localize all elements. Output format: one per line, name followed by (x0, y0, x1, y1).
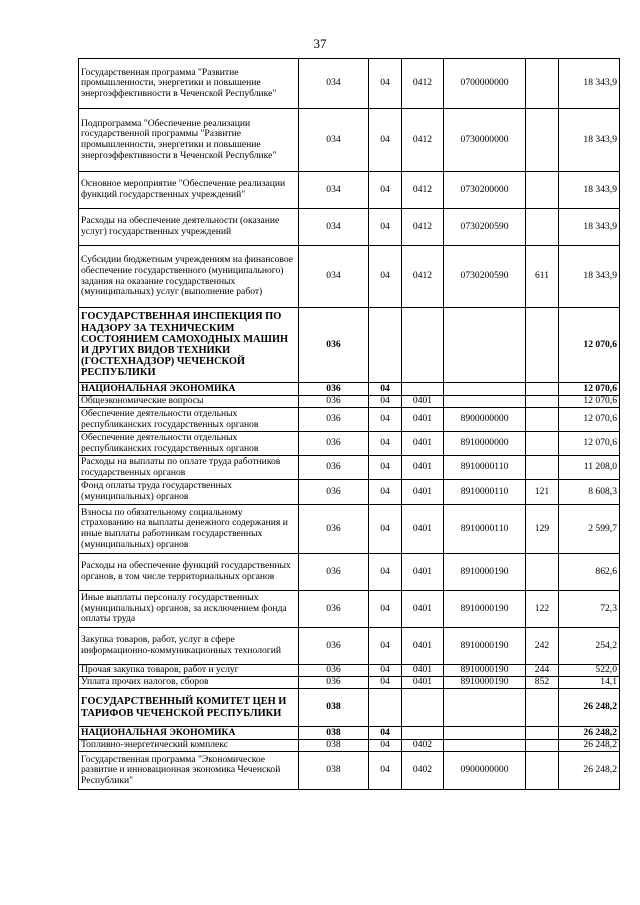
target-article-cell (444, 396, 526, 408)
row-name-cell: Прочая закупка товаров, работ и услуг (79, 665, 299, 677)
table-row (79, 554, 620, 591)
row-name-cell: Обеспечение деятельности отдельных республиканских государственных органов (79, 408, 299, 432)
expense-type-cell: 852 (526, 677, 559, 689)
table-row (79, 677, 620, 689)
amount-cell: 26 248,2 (559, 740, 620, 752)
subsection-code-cell: 0401 (402, 480, 444, 505)
subsection-code-cell: 0412 (402, 172, 444, 209)
expense-type-cell (526, 59, 559, 109)
subsection-code-cell: 0402 (402, 740, 444, 752)
target-article-cell: 8910000000 (444, 432, 526, 456)
target-article-cell: 0730200590 (444, 246, 526, 308)
expense-type-cell (526, 432, 559, 456)
section-code-cell (369, 689, 402, 727)
amount-cell: 11 208,0 (559, 456, 620, 480)
ministry-code-cell: 034 (299, 246, 369, 308)
table-row (79, 59, 620, 109)
target-article-cell (444, 689, 526, 727)
expense-type-cell: 242 (526, 628, 559, 665)
subsection-code-cell: 0401 (402, 505, 444, 554)
section-code-cell: 04 (369, 383, 402, 396)
target-article-cell (444, 727, 526, 740)
ministry-code-cell: 036 (299, 480, 369, 505)
section-code-cell: 04 (369, 677, 402, 689)
table-row (79, 740, 620, 752)
section-code-cell: 04 (369, 109, 402, 172)
target-article-cell (444, 383, 526, 396)
expense-type-cell (526, 383, 559, 396)
target-article-cell: 8900000000 (444, 408, 526, 432)
expense-type-cell: 121 (526, 480, 559, 505)
row-name-cell: Основное мероприятие "Обеспечение реализации функций государственных учреждений" (79, 172, 299, 209)
subsection-code-cell: 0401 (402, 408, 444, 432)
amount-cell: 18 343,9 (559, 209, 620, 246)
subsection-code-cell (402, 308, 444, 383)
row-name-cell: Государственная программа "Экономическое развитие и инновационная экономика Чеченской Республики" (79, 752, 299, 790)
subsection-code-cell: 0412 (402, 59, 444, 109)
subsection-code-cell (402, 727, 444, 740)
amount-cell: 18 343,9 (559, 109, 620, 172)
target-article-cell: 0730000000 (444, 109, 526, 172)
section-code-cell: 04 (369, 505, 402, 554)
target-article-cell: 0730200000 (444, 172, 526, 209)
section-code-cell (369, 308, 402, 383)
ministry-code-cell: 036 (299, 677, 369, 689)
amount-cell: 12 070,6 (559, 308, 620, 383)
ministry-code-cell: 034 (299, 172, 369, 209)
table-row (79, 383, 620, 396)
expense-type-cell: 122 (526, 591, 559, 628)
target-article-cell: 8910000190 (444, 554, 526, 591)
table-row (79, 456, 620, 480)
ministry-code-cell: 034 (299, 109, 369, 172)
amount-cell: 12 070,6 (559, 408, 620, 432)
ministry-code-cell: 036 (299, 308, 369, 383)
section-code-cell: 04 (369, 752, 402, 790)
section-code-cell: 04 (369, 408, 402, 432)
row-name-cell: Государственная программа "Развитие промышленности, энергетики и повышение энергоэффективности в Чеченской Республике" (79, 59, 299, 109)
subsection-code-cell: 0412 (402, 109, 444, 172)
section-code-cell: 04 (369, 246, 402, 308)
section-code-cell: 04 (369, 209, 402, 246)
amount-cell: 12 070,6 (559, 383, 620, 396)
target-article-cell: 0730200590 (444, 209, 526, 246)
page-number: 37 (313, 36, 327, 51)
amount-cell: 12 070,6 (559, 396, 620, 408)
expense-type-cell (526, 727, 559, 740)
amount-cell: 2 599,7 (559, 505, 620, 554)
section-code-cell: 04 (369, 727, 402, 740)
table-row (79, 628, 620, 665)
row-name-cell: Расходы на выплаты по оплате труда работников государственных органов (79, 456, 299, 480)
row-name-cell: Уплата прочих налогов, сборов (79, 677, 299, 689)
section-code-cell: 04 (369, 628, 402, 665)
target-article-cell (444, 740, 526, 752)
ministry-code-cell: 036 (299, 408, 369, 432)
section-code-cell: 04 (369, 554, 402, 591)
ministry-code-cell: 036 (299, 383, 369, 396)
section-code-cell: 04 (369, 59, 402, 109)
row-name-cell: Закупка товаров, работ, услуг в сфере информационно-коммуникационных технологий (79, 628, 299, 665)
expense-type-cell (526, 209, 559, 246)
row-name-cell: ГОСУДАРСТВЕННЫЙ КОМИТЕТ ЦЕН И ТАРИФОВ ЧЕЧЕНСКОЙ РЕСПУБЛИКИ (79, 689, 299, 727)
subsection-code-cell: 0401 (402, 677, 444, 689)
expense-type-cell (526, 456, 559, 480)
row-name-cell: Общеэкономические вопросы (79, 396, 299, 408)
amount-cell: 522,0 (559, 665, 620, 677)
ministry-code-cell: 038 (299, 740, 369, 752)
section-code-cell: 04 (369, 432, 402, 456)
ministry-code-cell: 036 (299, 628, 369, 665)
expense-type-cell (526, 109, 559, 172)
target-article-cell: 8910000190 (444, 628, 526, 665)
subsection-code-cell: 0401 (402, 396, 444, 408)
row-name-cell: Расходы на обеспечение функций государственных органов, в том числе территориальных органов (79, 554, 299, 591)
budget-table (78, 58, 620, 790)
table-row (79, 591, 620, 628)
target-article-cell: 0900000000 (444, 752, 526, 790)
table-row (79, 727, 620, 740)
expense-type-cell: 611 (526, 246, 559, 308)
section-code-cell: 04 (369, 591, 402, 628)
expense-type-cell: 244 (526, 665, 559, 677)
table-row (79, 246, 620, 308)
subsection-code-cell: 0412 (402, 246, 444, 308)
amount-cell: 8 608,3 (559, 480, 620, 505)
row-name-cell: НАЦИОНАЛЬНАЯ ЭКОНОМИКА (79, 383, 299, 396)
expense-type-cell (526, 752, 559, 790)
section-code-cell: 04 (369, 480, 402, 505)
target-article-cell: 8910000190 (444, 591, 526, 628)
ministry-code-cell: 036 (299, 591, 369, 628)
amount-cell: 18 343,9 (559, 59, 620, 109)
row-name-cell: НАЦИОНАЛЬНАЯ ЭКОНОМИКА (79, 727, 299, 740)
expense-type-cell (526, 689, 559, 727)
expense-type-cell (526, 396, 559, 408)
expense-type-cell (526, 740, 559, 752)
subsection-code-cell (402, 383, 444, 396)
ministry-code-cell: 034 (299, 209, 369, 246)
amount-cell: 26 248,2 (559, 752, 620, 790)
table-row (79, 505, 620, 554)
table-row (79, 432, 620, 456)
expense-type-cell (526, 408, 559, 432)
table-row (79, 689, 620, 727)
section-code-cell: 04 (369, 740, 402, 752)
table-row (79, 396, 620, 408)
amount-cell: 14,1 (559, 677, 620, 689)
subsection-code-cell: 0401 (402, 554, 444, 591)
expense-type-cell: 129 (526, 505, 559, 554)
subsection-code-cell: 0401 (402, 456, 444, 480)
expense-type-cell (526, 554, 559, 591)
ministry-code-cell: 034 (299, 59, 369, 109)
target-article-cell: 8910000190 (444, 665, 526, 677)
subsection-code-cell: 0402 (402, 752, 444, 790)
expense-type-cell (526, 308, 559, 383)
ministry-code-cell: 036 (299, 505, 369, 554)
amount-cell: 26 248,2 (559, 727, 620, 740)
target-article-cell: 8910000110 (444, 456, 526, 480)
ministry-code-cell: 038 (299, 689, 369, 727)
row-name-cell: ГОСУДАРСТВЕННАЯ ИНСПЕКЦИЯ ПО НАДЗОРУ ЗА ТЕХНИЧЕСКИМ СОСТОЯНИЕМ САМОХОДНЫХ МАШИН И ДРУГИХ ВИДОВ ТЕХНИКИ (ГОСТЕХНАДЗОР) ЧЕЧЕНСКОЙ РЕСПУБЛИКИ (79, 308, 299, 383)
target-article-cell: 8910000110 (444, 505, 526, 554)
subsection-code-cell: 0412 (402, 209, 444, 246)
ministry-code-cell: 036 (299, 554, 369, 591)
row-name-cell: Иные выплаты персоналу государственных (муниципальных) органов, за исключением фонда оплаты труда (79, 591, 299, 628)
table-row (79, 665, 620, 677)
amount-cell: 26 248,2 (559, 689, 620, 727)
row-name-cell: Топливно-энергетический комплекс (79, 740, 299, 752)
table-row (79, 752, 620, 790)
amount-cell: 72,3 (559, 591, 620, 628)
section-code-cell: 04 (369, 396, 402, 408)
ministry-code-cell: 036 (299, 396, 369, 408)
table-row (79, 172, 620, 209)
target-article-cell (444, 308, 526, 383)
subsection-code-cell: 0401 (402, 591, 444, 628)
row-name-cell: Субсидии бюджетным учреждениям на финансовое обеспечение государственного (муниципального) задания на оказание государственных (муниципальных) услуг (выполнение работ) (79, 246, 299, 308)
ministry-code-cell: 036 (299, 665, 369, 677)
section-code-cell: 04 (369, 665, 402, 677)
subsection-code-cell: 0401 (402, 665, 444, 677)
table-row (79, 308, 620, 383)
amount-cell: 862,6 (559, 554, 620, 591)
ministry-code-cell: 036 (299, 432, 369, 456)
row-name-cell: Фонд оплаты труда государственных (муниципальных) органов (79, 480, 299, 505)
section-code-cell: 04 (369, 172, 402, 209)
row-name-cell: Взносы по обязательному социальному страхованию на выплаты денежного содержания и иные выплаты работникам государственных (муниципальных) органов (79, 505, 299, 554)
subsection-code-cell: 0401 (402, 628, 444, 665)
amount-cell: 12 070,6 (559, 432, 620, 456)
target-article-cell: 8910000190 (444, 677, 526, 689)
row-name-cell: Расходы на обеспечение деятельности (оказание услуг) государственных учреждений (79, 209, 299, 246)
ministry-code-cell: 038 (299, 727, 369, 740)
budget-table-body (79, 59, 620, 790)
row-name-cell: Подпрограмма "Обеспечение реализации государственной программы "Развитие промышленности, энергетики и повышение энергоэффективности в Чеченской Республике" (79, 109, 299, 172)
expense-type-cell (526, 172, 559, 209)
row-name-cell: Обеспечение деятельности отдельных республиканских государственных органов (79, 432, 299, 456)
amount-cell: 254,2 (559, 628, 620, 665)
table-row (79, 209, 620, 246)
section-code-cell: 04 (369, 456, 402, 480)
amount-cell: 18 343,9 (559, 246, 620, 308)
target-article-cell: 0700000000 (444, 59, 526, 109)
ministry-code-cell: 038 (299, 752, 369, 790)
table-row (79, 408, 620, 432)
amount-cell: 18 343,9 (559, 172, 620, 209)
table-row (79, 109, 620, 172)
subsection-code-cell: 0401 (402, 432, 444, 456)
table-row (79, 480, 620, 505)
ministry-code-cell: 036 (299, 456, 369, 480)
target-article-cell: 8910000110 (444, 480, 526, 505)
subsection-code-cell (402, 689, 444, 727)
